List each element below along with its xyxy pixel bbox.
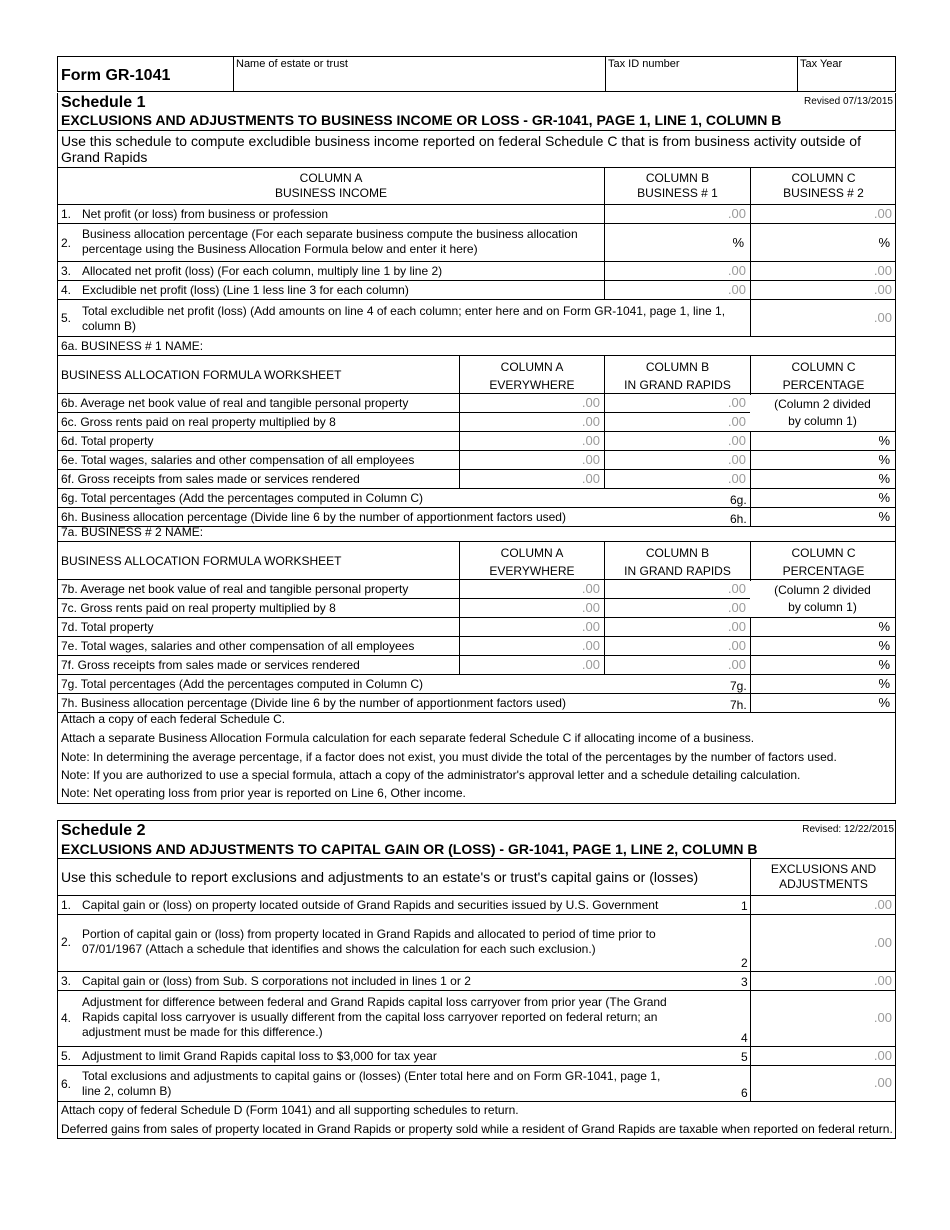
- line-text: Excludible net profit (loss) (Line 1 less line 3 for each column): [82, 283, 409, 297]
- name-input[interactable]: [234, 69, 604, 91]
- line-text: Capital gain or (loss) from Sub. S corporations not included in lines 1 or 2: [82, 974, 471, 988]
- line-number: 3.: [61, 264, 72, 278]
- ws1-col-c2: PERCENTAGE: [782, 378, 865, 392]
- worksheet-col-c-note: [750, 581, 895, 617]
- worksheet-row-text: 7e. Total wages, salaries and other compensation of all employees: [61, 639, 415, 653]
- ws2-col-b2: IN GRAND RAPIDS: [624, 564, 731, 578]
- worksheet-row-text: 7f. Gross receipts from sales made or services rendered: [61, 658, 360, 672]
- schedule2-line-1: [57, 896, 896, 915]
- worksheet-g-text: 6g. Total percentages (Add the percentages computed in Column C): [61, 491, 423, 505]
- line-1-col-c-input[interactable]: .00: [873, 206, 892, 221]
- ws2-col-c1: COLUMN C: [791, 546, 856, 560]
- worksheet-total-row: [57, 675, 896, 694]
- schedule2-header: [57, 820, 896, 859]
- line-ref: 5: [741, 1050, 748, 1064]
- business-2-name-row: [57, 523, 896, 542]
- schedule1-line-4: [57, 281, 896, 300]
- worksheet-h-ref: 7h.: [730, 698, 747, 712]
- line-3-col-c-input[interactable]: .00: [873, 263, 892, 278]
- col-b-title: COLUMN B: [645, 171, 710, 185]
- worksheet-h-text: 6h. Business allocation percentage (Divide line 6 by the number of apportionment factors used): [61, 510, 566, 524]
- worksheet-row: [57, 470, 896, 489]
- line-2-col-b-input[interactable]: %: [732, 235, 744, 250]
- ws1-col-a2: EVERYWHERE: [489, 378, 575, 392]
- line-text: Allocated net profit (loss) (For each column, multiply line 1 by line 2): [82, 264, 443, 278]
- line-ref: 3: [741, 975, 748, 989]
- worksheet-row-text: 7c. Gross rents paid on real property multiplied by 8: [61, 601, 336, 615]
- line-5-col-c-input[interactable]: .00: [873, 310, 892, 325]
- business-2-name-input[interactable]: [218, 524, 888, 540]
- tax-id-label: Tax ID number: [608, 58, 680, 70]
- schedule1-column-header: [57, 167, 896, 205]
- worksheet-row-text: 6e. Total wages, salaries and other compensation of all employees: [61, 453, 415, 467]
- schedule1-line-5: [57, 300, 896, 337]
- ws1-col-c1: COLUMN C: [791, 360, 856, 374]
- line-4-col-b-input[interactable]: .00: [727, 282, 746, 297]
- worksheet-g-input[interactable]: %: [878, 676, 890, 691]
- line-number: 5.: [61, 311, 72, 325]
- schedule1-revised: Revised 07/13/2015: [804, 96, 893, 107]
- schedule2-revised: Revised: 12/22/2015: [802, 824, 894, 835]
- worksheet-h-text: 7h. Business allocation percentage (Divide line 6 by the number of apportionment factors used): [61, 696, 566, 710]
- worksheet-row: [57, 656, 896, 675]
- schedule2-notes: [57, 1101, 896, 1139]
- business-1-name-row: [57, 337, 896, 356]
- line-ref: 6: [741, 1086, 748, 1100]
- schedule2-line-input[interactable]: .00: [873, 1048, 892, 1063]
- col-c-title: COLUMN C: [791, 171, 856, 185]
- col-a-title: COLUMN A: [299, 171, 363, 185]
- schedule2-subtitle: EXCLUSIONS AND ADJUSTMENTS TO CAPITAL GAIN OR (LOSS) - GR-1041, PAGE 1, LINE 2, COLUMN B: [61, 841, 758, 857]
- ws1-col-b2: IN GRAND RAPIDS: [624, 378, 731, 392]
- worksheet-col-b-input[interactable]: .00: [727, 471, 746, 486]
- worksheet-row-text: 7b. Average net book value of real and tangible personal property: [61, 582, 409, 596]
- schedule1-instructions: Use this schedule to compute excludible business income reported on federal Schedule C that is from business activity outside of Grand Rapids: [61, 133, 861, 165]
- tax-id-input[interactable]: [606, 69, 796, 91]
- schedule2-line-6: [57, 1066, 896, 1102]
- line-3-col-b-input[interactable]: .00: [727, 263, 746, 278]
- col-c-note-line2: by column 1): [788, 414, 857, 428]
- ws1-col-b1: COLUMN B: [645, 360, 710, 374]
- worksheet-col-b-input[interactable]: .00: [727, 619, 746, 634]
- schedule2-col-header1: EXCLUSIONS AND: [770, 862, 877, 876]
- schedule1-header: [57, 93, 896, 131]
- worksheet-col-c-input[interactable]: %: [878, 638, 890, 653]
- worksheet-col-a-input[interactable]: .00: [581, 471, 600, 486]
- line-text: Capital gain or (loss) on property located outside of Grand Rapids and securities issued by U.S. Government: [82, 898, 659, 912]
- schedule2-line-input[interactable]: .00: [873, 897, 892, 912]
- col-b-sub: BUSINESS # 1: [637, 186, 718, 200]
- col-c-note-line1: (Column 2 divided: [774, 397, 871, 411]
- worksheet-col-a-input[interactable]: .00: [581, 657, 600, 672]
- line-number: 2.: [61, 935, 72, 949]
- worksheet-col-a-input[interactable]: .00: [581, 638, 600, 653]
- schedule1-line-3: [57, 262, 896, 281]
- worksheet-col-c-input[interactable]: %: [878, 657, 890, 672]
- worksheet-col-a-input[interactable]: .00: [581, 395, 600, 410]
- line-4-col-c-input[interactable]: .00: [873, 282, 892, 297]
- schedule1-instructions-box: [57, 130, 896, 168]
- worksheet-col-b-input[interactable]: .00: [727, 600, 746, 615]
- worksheet-col-a-input[interactable]: .00: [581, 414, 600, 429]
- worksheet-col-c-input[interactable]: %: [878, 433, 890, 448]
- col-c-note-line1: (Column 2 divided: [774, 583, 871, 597]
- line-number: 5.: [61, 1049, 72, 1063]
- form-header: [57, 56, 896, 92]
- schedule2-line-2: [57, 915, 896, 972]
- worksheet-col-b-input[interactable]: .00: [727, 395, 746, 410]
- ws2-col-a1: COLUMN A: [500, 546, 564, 560]
- worksheet-1-title: BUSINESS ALLOCATION FORMULA WORKSHEET: [61, 368, 342, 382]
- note: Attach a separate Business Allocation Formula calculation for each separate federal Schedule C if allocating income of a business.: [61, 731, 755, 745]
- line-ref: 4: [741, 1031, 748, 1045]
- note: Deferred gains from sales of property located in Grand Rapids or property sold while a resident of Grand Rapids are taxable when reported on federal return.: [61, 1122, 893, 1136]
- schedule2-line-input[interactable]: .00: [873, 1010, 892, 1025]
- schedule1-title: Schedule 1: [61, 94, 146, 111]
- line-text: Adjustment to limit Grand Rapids capital loss to $3,000 for tax year: [82, 1049, 437, 1063]
- worksheet-col-b-input[interactable]: .00: [727, 581, 746, 596]
- form-title: Form GR-1041: [61, 67, 171, 84]
- worksheet-h-ref: 6h.: [730, 512, 747, 526]
- business-1-name-input[interactable]: [218, 338, 888, 354]
- schedule2-line-5: [57, 1047, 896, 1066]
- schedule1-line-2: [57, 224, 896, 262]
- line-ref: 2: [741, 956, 748, 970]
- col-a-sub: BUSINESS INCOME: [274, 186, 388, 200]
- worksheet-col-c-input[interactable]: %: [878, 619, 890, 634]
- worksheet-col-c-note: [750, 395, 895, 431]
- line-number: 1.: [61, 898, 72, 912]
- worksheet-g-text: 7g. Total percentages (Add the percentages computed in Column C): [61, 677, 423, 691]
- ws2-col-a2: EVERYWHERE: [489, 564, 575, 578]
- note: Note: Net operating loss from prior year is reported on Line 6, Other income.: [61, 786, 466, 800]
- worksheet-col-a-input[interactable]: .00: [581, 600, 600, 615]
- line-ref: 1: [741, 899, 748, 913]
- worksheet-g-ref: 7g.: [730, 679, 747, 693]
- worksheet-col-b-input[interactable]: .00: [727, 657, 746, 672]
- line-number: 6.: [61, 1077, 72, 1091]
- worksheet-col-a-input[interactable]: .00: [581, 619, 600, 634]
- worksheet-row: [57, 637, 896, 656]
- line-text: Total exclusions and adjustments to capital gains or (losses) (Enter total here and on Form GR-1041, page 1, line 2, column B): [82, 1069, 661, 1098]
- worksheet-total-row: [57, 489, 896, 508]
- line-2-col-c-input[interactable]: %: [878, 235, 890, 250]
- worksheet-row: [57, 618, 896, 637]
- line-number: 2.: [61, 236, 72, 250]
- col-c-note-line2: by column 1): [788, 600, 857, 614]
- schedule1-line-1: [57, 205, 896, 224]
- name-label: Name of estate or trust: [236, 58, 348, 70]
- line-1-col-b-input[interactable]: .00: [727, 206, 746, 221]
- worksheet-col-a-input[interactable]: .00: [581, 581, 600, 596]
- ws2-col-c2: PERCENTAGE: [782, 564, 865, 578]
- tax-year-input[interactable]: [798, 69, 894, 91]
- note: Attach a copy of each federal Schedule C.: [61, 712, 286, 726]
- line-text: Adjustment for difference between federal and Grand Rapids capital loss carryover from prior year (The Grand Rapids capital loss carryover is usually different from the capital loss carryover reported on federal return; an adjustment must be made for this difference.): [82, 995, 667, 1039]
- schedule2-title: Schedule 2: [61, 822, 146, 839]
- line-text: Net profit (or loss) from business or profession: [82, 207, 329, 221]
- note: Attach copy of federal Schedule D (Form 1041) and all supporting schedules to return.: [61, 1103, 519, 1117]
- line-number: 3.: [61, 974, 72, 988]
- line-text: Total excludible net profit (loss) (Add amounts on line 4 of each column; enter here and on Form GR-1041, page 1, line 1, column B): [82, 304, 726, 333]
- worksheet-row-text: 6b. Average net book value of real and tangible personal property: [61, 396, 409, 410]
- ws2-col-b1: COLUMN B: [645, 546, 710, 560]
- worksheet-h-input[interactable]: %: [878, 509, 890, 524]
- schedule2-line-4: [57, 991, 896, 1047]
- schedule2-instructions-row: [57, 858, 896, 896]
- schedule2-line-3: [57, 972, 896, 991]
- tax-year-label: Tax Year: [800, 58, 843, 70]
- worksheet-col-a-input[interactable]: .00: [581, 433, 600, 448]
- worksheet-col-b-input[interactable]: .00: [727, 414, 746, 429]
- col-c-sub: BUSINESS # 2: [783, 186, 864, 200]
- business-1-name-label: 6a. BUSINESS # 1 NAME:: [61, 339, 204, 353]
- worksheet-row-text: 6c. Gross rents paid on real property multiplied by 8: [61, 415, 336, 429]
- worksheet-row-text: 6f. Gross receipts from sales made or services rendered: [61, 472, 360, 486]
- worksheet-col-c-input[interactable]: %: [878, 452, 890, 467]
- worksheet-2-title: BUSINESS ALLOCATION FORMULA WORKSHEET: [61, 554, 342, 568]
- worksheet-g-ref: 6g.: [730, 493, 747, 507]
- worksheet-col-a-input[interactable]: .00: [581, 452, 600, 467]
- worksheet-2-header: [57, 542, 896, 580]
- worksheet-h-input[interactable]: %: [878, 695, 890, 710]
- line-text: Business allocation percentage (For each separate business compute the business allocation percentage using the Business Allocation Formula below and enter it here): [82, 227, 578, 256]
- worksheet-col-b-input[interactable]: .00: [727, 452, 746, 467]
- schedule2-instructions: Use this schedule to report exclusions and adjustments to an estate's or trust's capital gains or (losses): [61, 869, 699, 885]
- line-number: 4.: [61, 283, 72, 297]
- worksheet-col-b-input[interactable]: .00: [727, 433, 746, 448]
- schedule1-subtitle: EXCLUSIONS AND ADJUSTMENTS TO BUSINESS INCOME OR LOSS - GR-1041, PAGE 1, LINE 1, COLUMN B: [61, 112, 782, 128]
- worksheet-g-input[interactable]: %: [878, 490, 890, 505]
- worksheet-row-text: 6d. Total property: [61, 434, 154, 448]
- schedule2-line-input[interactable]: .00: [873, 935, 892, 950]
- line-number: 1.: [61, 207, 72, 221]
- note: Note: In determining the average percentage, if a factor does not exist, you must divide the total of the percentages by the number of factors used.: [61, 750, 837, 764]
- worksheet-col-b-input[interactable]: .00: [727, 638, 746, 653]
- line-text: Portion of capital gain or (loss) from property located in Grand Rapids and allocated to period of time prior to 07/01/1967 (Attach a schedule that identifies and shows the calculation for each such exclusion.): [82, 927, 656, 956]
- ws1-col-a1: COLUMN A: [500, 360, 564, 374]
- worksheet-row: [57, 451, 896, 470]
- worksheet-1-header: [57, 356, 896, 394]
- worksheet-row: [57, 432, 896, 451]
- line-number: 4.: [61, 1011, 72, 1025]
- worksheet-row-text: 7d. Total property: [61, 620, 154, 634]
- worksheet-col-c-input[interactable]: %: [878, 471, 890, 486]
- note: Note: If you are authorized to use a special formula, attach a copy of the administrator's approval letter and a schedule detailing calculation.: [61, 768, 801, 782]
- schedule2-line-input[interactable]: .00: [873, 1075, 892, 1090]
- business-2-name-label: 7a. BUSINESS # 2 NAME:: [61, 525, 204, 539]
- schedule1-notes: [57, 710, 896, 804]
- schedule2-line-input[interactable]: .00: [873, 973, 892, 988]
- schedule2-col-header2: ADJUSTMENTS: [779, 877, 868, 891]
